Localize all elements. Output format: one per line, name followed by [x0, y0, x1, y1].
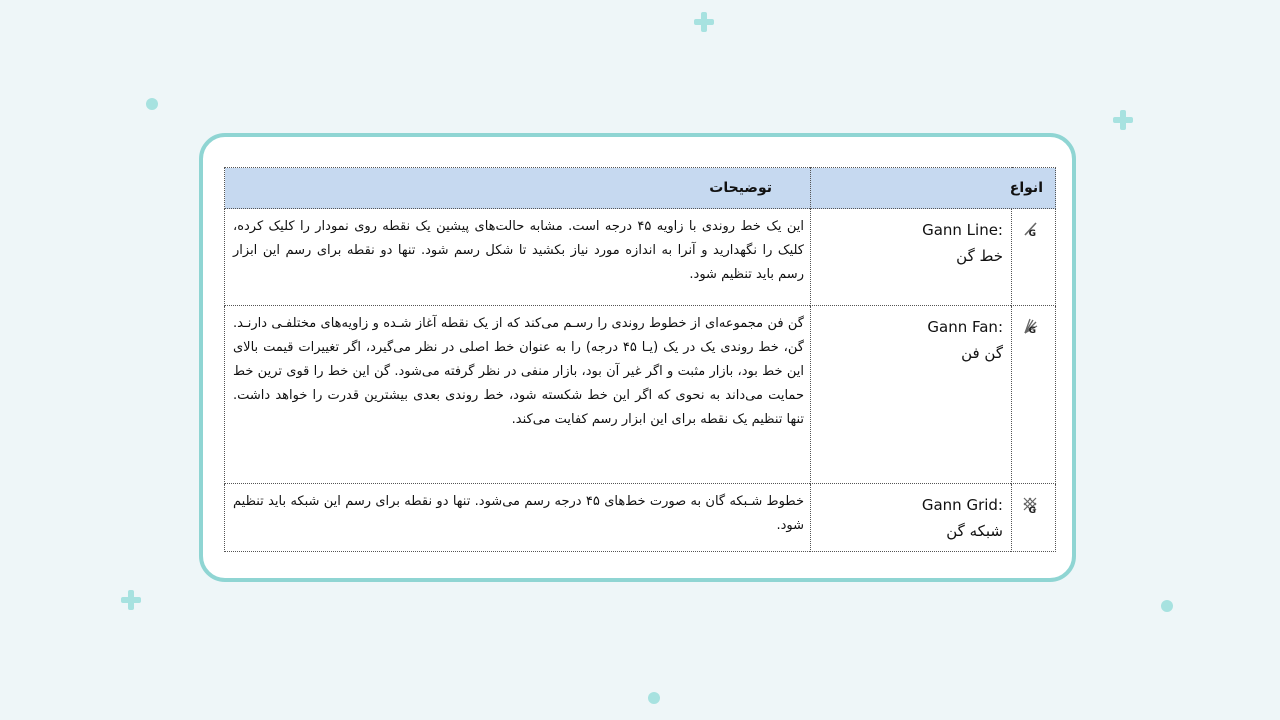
header-types: انواع — [810, 168, 1055, 209]
svg-text:G: G — [1028, 506, 1036, 514]
icon-cell — [1012, 209, 1056, 306]
description-cell: گن فن مجموعه‌ای از خطوط روندی را رسـم می‌کند که از یک نقطه آغاز شـده و زاویه‌های مختلفـی دارنـد. گن، خط روندی یک در یک (یـا ۴۵ درجه) را به عنوان خط اصلی در نظر می‌گیرد، اگر تغییرات قیمت بالای این خط بود، بازار مثبت و اگر غیر آن بود، بازار منفی در نظر گرفته می‌شود. گن این خط را قوی ترین خط حمایت می‌داند به نحوی که اگر این خط شکسته شود، خط روندی بعدی بیشترین قدرت را خواهد داشت. تنها تنظیم یک نقطه برای این ابزار رسم کفایت می‌کند. — [225, 306, 811, 484]
svg-text:G: G — [1028, 229, 1036, 237]
decorative-dot — [1161, 600, 1173, 612]
icon-cell — [1012, 484, 1056, 552]
type-name-en: Gann Fan: — [927, 318, 1003, 336]
type-name-en: Gann Grid: — [921, 496, 1003, 514]
table-row-gann-grid — [225, 484, 1056, 552]
type-name-fa: شبکه گن — [946, 522, 1003, 540]
header-descriptions: توضیحات — [225, 168, 811, 209]
description-cell: خطوط شـبکه گان به صورت خط‌های ۴۵ درجه رسم می‌شود. تنها دو نقطه برای رسم این شبکه باید تنظیم شود. — [225, 484, 811, 552]
type-name-fa: گن فن — [961, 344, 1003, 362]
type-name-en: Gann Line: — [922, 221, 1003, 239]
type-cell — [810, 484, 1011, 552]
gann-tools-table — [224, 167, 1056, 552]
svg-text:G: G — [1028, 326, 1036, 334]
table-row-gann-line — [225, 209, 1056, 306]
type-cell — [810, 209, 1011, 306]
table-row-gann-fan — [225, 306, 1056, 484]
decorative-dot — [146, 98, 158, 110]
icon-cell — [1012, 306, 1056, 484]
type-cell — [810, 306, 1011, 484]
decorative-plus-icon — [694, 12, 714, 32]
gann-line-icon — [1023, 221, 1045, 241]
table-header-row — [225, 168, 1056, 209]
gann-fan-icon — [1023, 318, 1045, 338]
decorative-plus-icon — [1113, 110, 1133, 130]
decorative-plus-icon — [121, 590, 141, 610]
type-name-fa: خط گن — [956, 247, 1003, 265]
description-cell: این یک خط روندی با زاویه ۴۵ درجه است. مشابه حالت‌های پیشین یک نقطه روی نمودار را کلیک کرده، کلیک را نگهدارید و آنرا به اندازه مورد نیاز بکشید تا شکل رسم شود. تنها دو نقطه برای رسم این ابزار رسم باید تنظیم شود. — [225, 209, 811, 306]
gann-grid-icon — [1023, 496, 1045, 518]
decorative-dot — [648, 692, 660, 704]
